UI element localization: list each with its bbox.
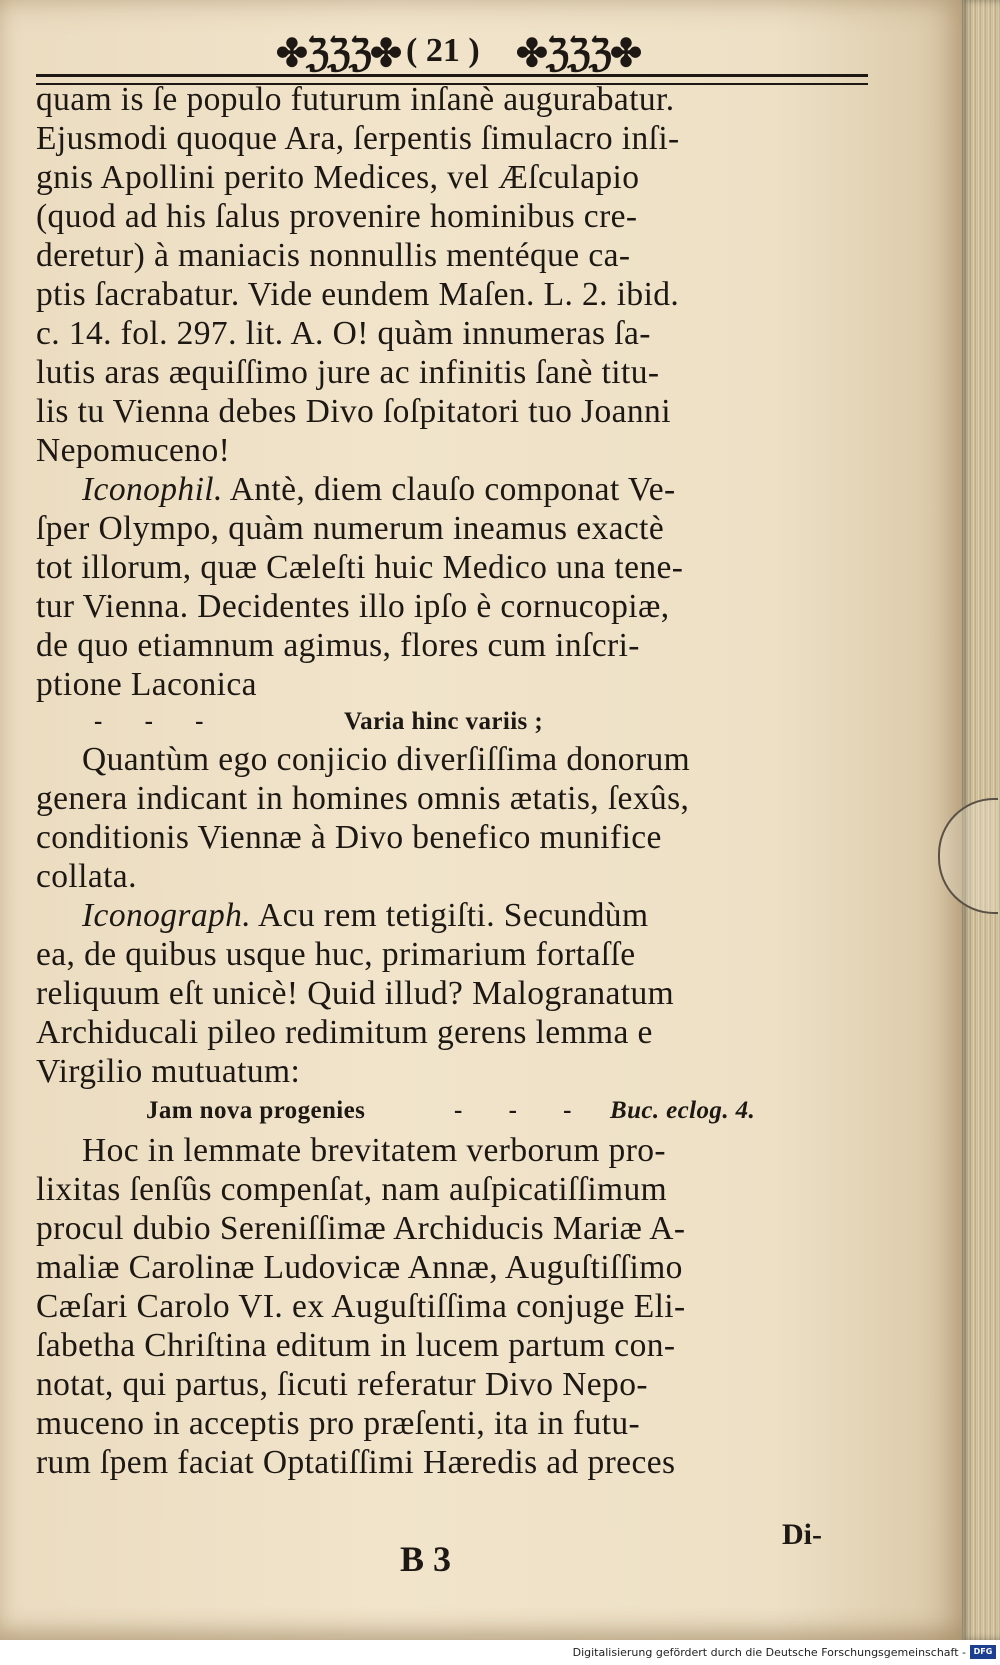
dfg-logo-icon: DFG	[970, 1645, 996, 1659]
text-line: maliæ Carolinæ Ludovicæ Annæ, Auguſtiſſimo	[36, 1249, 683, 1286]
text-line: ſabetha Chriſtina editum in lucem partum con-	[36, 1327, 676, 1364]
text-line: rum ſpem faciat Optatiſſimi Hæredis ad preces	[36, 1444, 676, 1481]
text-line: Hoc in lemmate brevitatem verborum pro-	[82, 1132, 666, 1169]
page-body	[36, 80, 884, 1482]
text-line: genera indicant in homines omnis ætatis, ſexûs,	[36, 780, 690, 817]
text-line: Archiducali pileo redimitum gerens lemma e	[36, 1014, 653, 1051]
text-line: lis tu Vienna debes Divo ſoſpitatori tuo Joanni	[36, 393, 671, 430]
text-line: ptione Laconica	[36, 666, 257, 703]
text-line: conditionis Viennæ à Divo benefico munifice	[36, 819, 662, 856]
text-line: de quo etiamnum agimus, flores cum inſcri-	[36, 627, 640, 664]
catchword: Di-	[782, 1518, 822, 1551]
footer-credit: Digitalisierung gefördert durch die Deutsche Forschungsgemeinschaft -	[572, 1646, 966, 1659]
text-line: collata.	[36, 858, 137, 895]
text-run: Acu rem tetigiſti. Secundùm	[251, 897, 649, 934]
digitization-footer	[0, 1640, 1000, 1665]
page-number: ( 21 )	[406, 32, 480, 69]
paragraph-iconograph-first	[36, 896, 884, 935]
verse-dashes: - - -	[454, 1097, 592, 1124]
verse-text: Jam nova progenies	[146, 1097, 366, 1124]
speaker-iconograph: Iconograph.	[82, 897, 252, 934]
text-line: deretur) à maniacis nonnullis mentéque ca-	[36, 237, 631, 274]
running-header	[36, 26, 868, 86]
text-line: Ejusmodi quoque Ara, ſerpentis ſimulacro inſi-	[36, 120, 680, 157]
text-line: Quantùm ego conjicio diverſiſſima donorum	[82, 741, 691, 778]
verse-quote-1	[36, 704, 884, 740]
paragraph-iconophil-first	[36, 470, 884, 509]
text-line: lutis aras æquiſſimo jure ac infinitis ſanè titu-	[36, 354, 660, 391]
text-line: reliquum eſt unicè! Quid illud? Malogranatum	[36, 975, 675, 1012]
verse-text: Varia hinc variis ;	[344, 708, 544, 735]
verse-quote-2	[36, 1091, 884, 1131]
text-line: gnis Apollini perito Medices, vel Æſculapio	[36, 159, 640, 196]
text-line: Cæſari Carolo VI. ex Auguſtiſſima conjuge Eli-	[36, 1288, 686, 1325]
text-line: ſper Olympo, quàm numerum ineamus exactè	[36, 510, 665, 547]
text-line: muceno in acceptis pro præſenti, ita in futu-	[36, 1405, 641, 1442]
verse-reference: Buc. eclog. 4.	[610, 1097, 756, 1124]
signature-mark: B 3	[400, 1539, 452, 1579]
text-line: ptis ſacrabatur. Vide eundem Maſen. L. 2. ibid.	[36, 276, 680, 313]
text-run: Antè, diem clauſo componat Ve-	[222, 471, 676, 508]
text-line: Nepomuceno!	[36, 432, 231, 469]
text-line: procul dubio Sereniſſimæ Archiducis Mariæ A-	[36, 1210, 686, 1247]
text-line: lixitas ſenſûs compenſat, nam auſpicatiſſimum	[36, 1171, 668, 1208]
text-line: notat, qui partus, ſicuti referatur Divo Nepo-	[36, 1366, 648, 1403]
header-ornament-left: ✤ℨℨℨ✤	[276, 30, 400, 75]
text-line: ea, de quibus usque huc, primarium fortaſſe	[36, 936, 636, 973]
text-line: quam is ſe populo futurum inſanè augurabatur.	[36, 81, 675, 118]
text-line: (quod ad his ſalus provenire hominibus cre-	[36, 198, 638, 235]
text-line: c. 14. fol. 297. lit. A. O! quàm innumeras ſa-	[36, 315, 651, 352]
speaker-iconophil: Iconophil.	[82, 471, 223, 508]
text-line: tur Vienna. Decidentes illo ipſo è cornucopiæ,	[36, 588, 670, 625]
text-line: tot illorum, quæ Cæleſti huic Medico una tene-	[36, 549, 684, 586]
text-line: Virgilio mutuatum:	[36, 1053, 301, 1090]
verse-dashes: - - -	[94, 708, 222, 735]
header-ornament-right: ✤ℨℨℨ✤	[516, 30, 640, 75]
